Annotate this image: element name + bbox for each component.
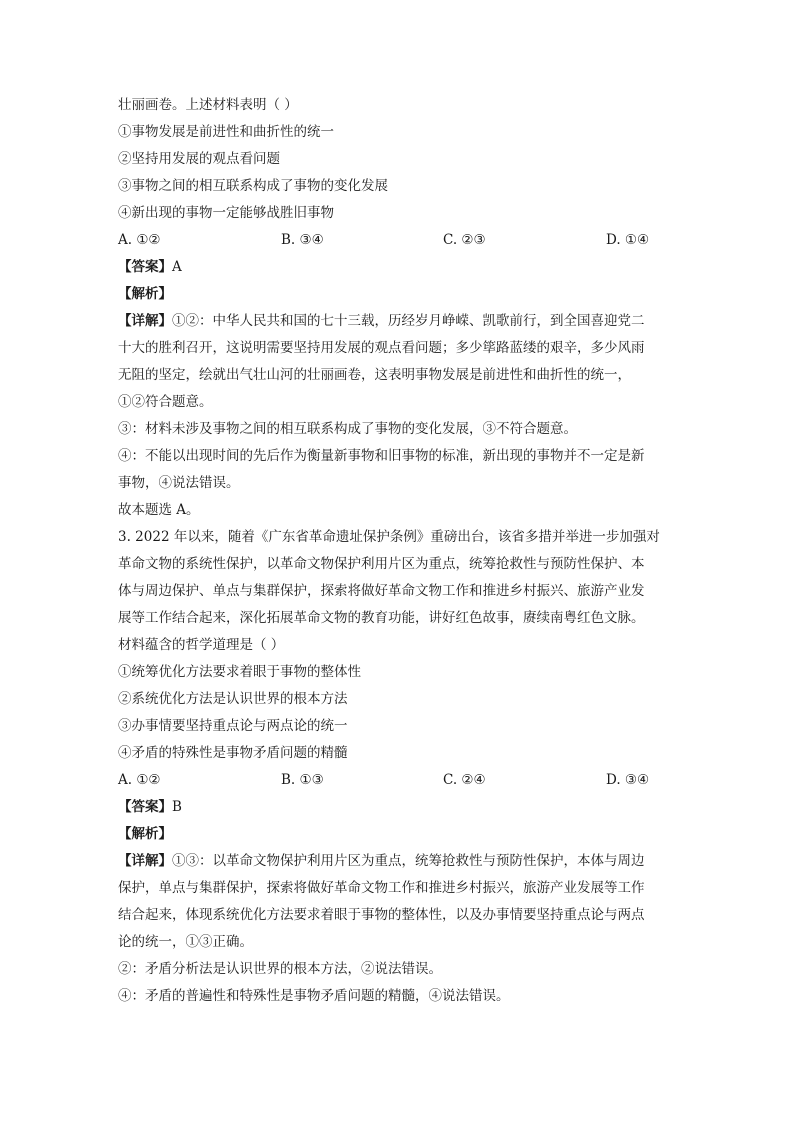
q3-detail-tag: 【详解】 [118, 853, 172, 869]
q2-detail-line-5: ③：材料未涉及事物之间的相互联系构成了事物的变化发展，③不符合题意。 [118, 421, 577, 437]
document-page [118, 92, 678, 1010]
q2-answer-tag: 【答案】 [118, 259, 172, 275]
q2-statement-3: ③事物之间的相互联系构成了事物的变化发展 [118, 178, 388, 194]
q2-detail-line-1 [118, 308, 678, 335]
q3-detail-line-6: ④：矛盾的普遍性和特殊性是事物矛盾问题的精髓，④说法错误。 [118, 988, 510, 1004]
q2-detail-line-2: 十大的胜利召开，这说明需要坚持用发展的观点看问题；多少筚路蓝缕的艰辛，多少风雨 [118, 340, 645, 356]
q2-option-b: B. ③④ [281, 232, 324, 248]
q3-option-a: A. ①② [118, 772, 161, 788]
q2-options [118, 227, 678, 254]
q2-statement-1: ①事物发展是前进性和曲折性的统一 [118, 124, 334, 140]
q3-stem-line-5: 材料蕴含的哲学道理是（ ） [118, 637, 285, 653]
q3-detail-line-1 [118, 848, 678, 875]
q3-stem-line-4: 展等工作结合起来，深化拓展革命文物的教育功能，讲好红色故事，赓续南粤红色文脉。 [118, 610, 645, 626]
q3-statement-1: ①统筹优化方法要求着眼于事物的整体性 [118, 664, 361, 680]
q3-analysis-tag: 【解析】 [118, 826, 172, 842]
q2-option-c: C. ②③ [443, 232, 486, 248]
q3-stem-line-2: 革命文物的系统性保护，以革命文物保护利用片区为重点，统筹抢救性与预防性保护、本 [118, 556, 645, 572]
q3-statement-3: ③办事情要坚持重点论与两点论的统一 [118, 718, 348, 734]
q2-answer-value: A [172, 259, 182, 275]
q3-stem-line-1: 3. 2022 年以来，随着《广东省革命遗址保护条例》重磅出台，该省多措并举进一步加强对 [118, 529, 660, 545]
q2-stem-tail: 壮丽画卷。上述材料表明（ ） [118, 97, 298, 113]
q3-detail-line-5: ②：矛盾分析法是认识世界的根本方法，②说法错误。 [118, 961, 442, 977]
q3-answer-tag: 【答案】 [118, 799, 172, 815]
q2-analysis-tag: 【解析】 [118, 286, 172, 302]
q3-answer [118, 794, 678, 821]
q2-detail-line-7: 事物，④说法错误。 [118, 475, 240, 491]
q3-option-d: D. ③④ [606, 772, 650, 788]
q3-statement-4: ④矛盾的特殊性是事物矛盾问题的精髓 [118, 745, 348, 761]
q3-option-b: B. ①③ [281, 772, 324, 788]
q3-options [118, 767, 678, 794]
q2-option-d: D. ①④ [606, 232, 650, 248]
q2-answer [118, 254, 678, 281]
q3-analysis [118, 821, 678, 848]
q2-detail-line-3: 无阻的坚定，绘就出气壮山河的壮丽画卷，这表明事物发展是前进性和曲折性的统一， [118, 367, 631, 383]
q3-detail-line-3: 结合起来，体现系统优化方法要求着眼于事物的整体性，以及办事情要坚持重点论与两点 [118, 907, 645, 923]
q3-statement-2: ②系统优化方法是认识世界的根本方法 [118, 691, 348, 707]
q3-answer-value: B [172, 799, 182, 815]
q3-stem-line-3: 体与周边保护、单点与集群保护，探索将做好革命文物工作和推进乡村振兴、旅游产业发 [118, 583, 645, 599]
q2-detail-line-4: ①②符合题意。 [118, 394, 213, 410]
q3-detail-line-2: 保护，单点与集群保护，探索将做好革命文物工作和推进乡村振兴，旅游产业发展等工作 [118, 880, 645, 896]
q2-option-a: A. ①② [118, 232, 161, 248]
q2-statement-2: ②坚持用发展的观点看问题 [118, 151, 280, 167]
q3-option-c: C. ②④ [443, 772, 486, 788]
q3-detail-text-1: ①③：以革命文物保护利用片区为重点，统筹抢救性与预防性保护，本体与周边 [172, 853, 645, 869]
q2-analysis [118, 281, 678, 308]
q2-detail-text-1: ①②：中华人民共和国的七十三载，历经岁月峥嵘、凯歌前行，到全国喜迎党二 [172, 313, 645, 329]
q2-detail-line-6: ④：不能以出现时间的先后作为衡量新事物和旧事物的标准，新出现的事物并不一定是新 [118, 448, 645, 464]
q2-conclusion: 故本题选 A。 [118, 502, 200, 518]
q3-detail-line-4: 论的统一，①③正确。 [118, 934, 253, 950]
q2-statement-4: ④新出现的事物一定能够战胜旧事物 [118, 205, 334, 221]
q2-detail-tag: 【详解】 [118, 313, 172, 329]
